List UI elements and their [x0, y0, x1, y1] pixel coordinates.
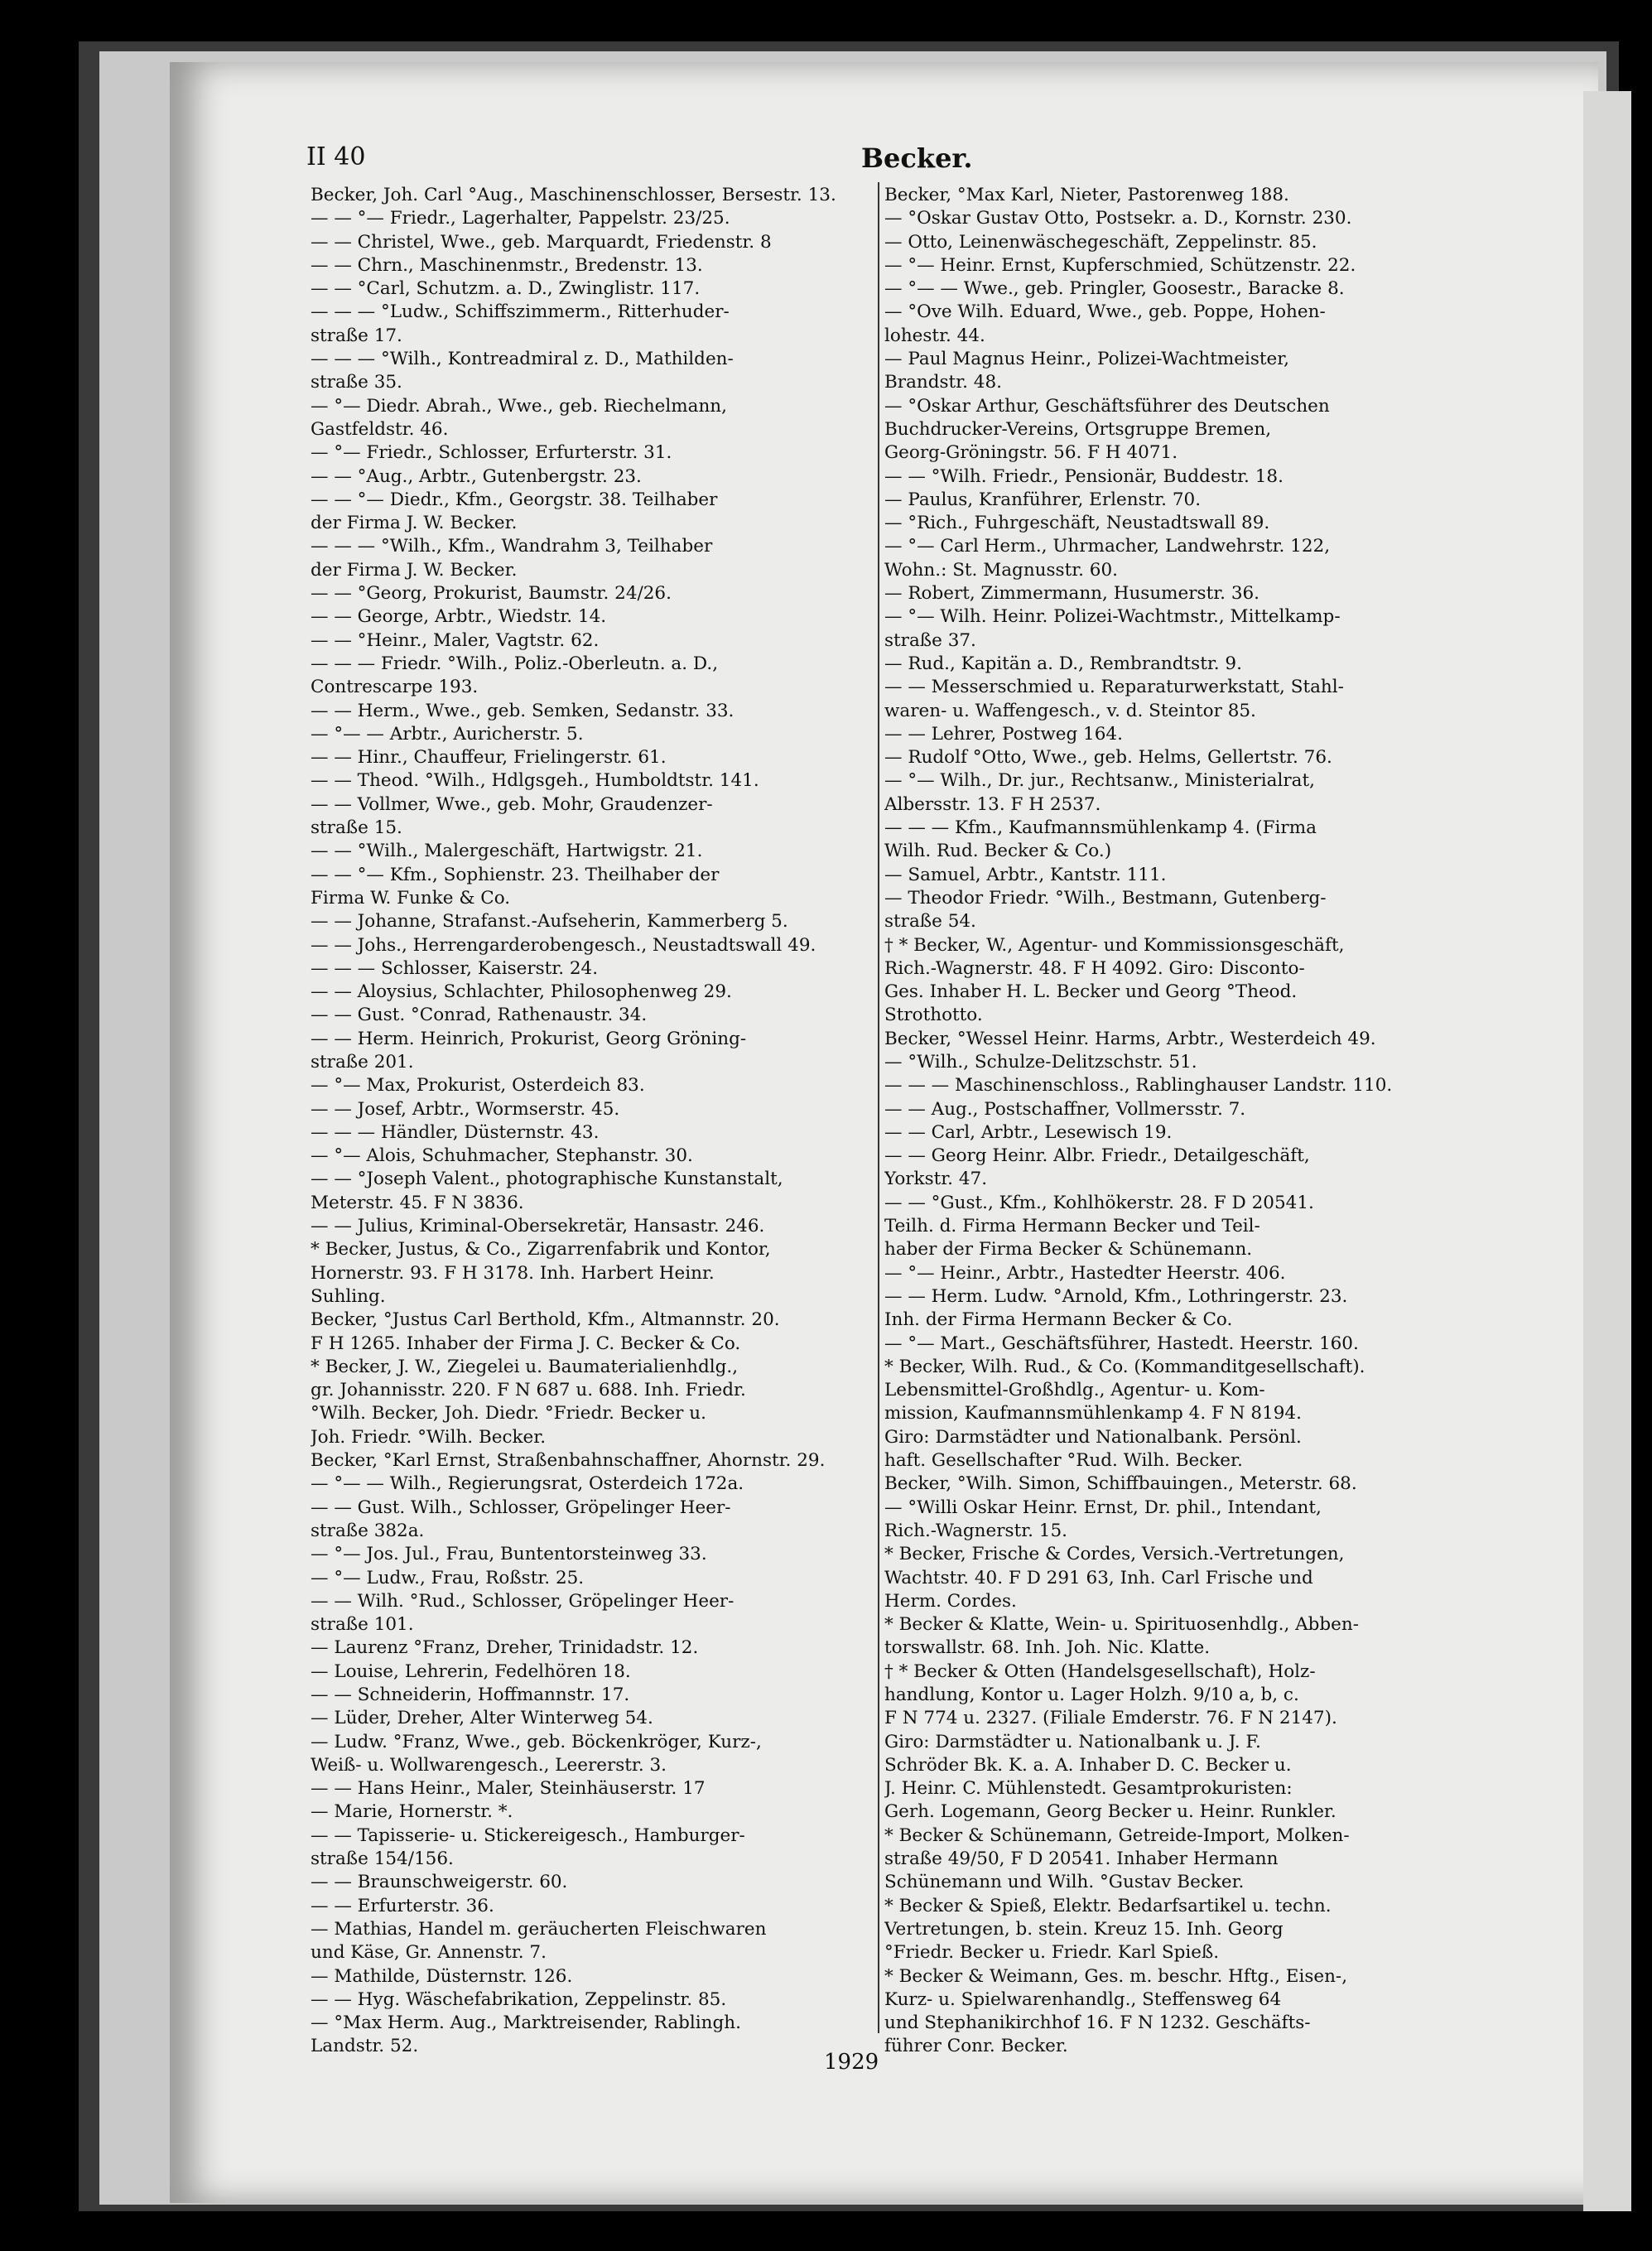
directory-line: — Laurenz °Franz, Dreher, Trinidadstr. 12.: [311, 1637, 699, 1659]
directory-line: und Käse, Gr. Annenstr. 7.: [311, 1942, 547, 1964]
directory-line: Gastfeldstr. 46.: [311, 418, 449, 440]
directory-line: — °— — Wwe., geb. Pringler, Goosestr., Baracke 8.: [884, 278, 1345, 300]
directory-line: der Firma J. W. Becker.: [311, 559, 518, 581]
directory-line: und Stephanikirchhof 16. F N 1232. Geschäfts-: [884, 2012, 1311, 2034]
directory-line: — °— Alois, Schuhmacher, Stephanstr. 30.: [311, 1145, 693, 1167]
directory-line: Suhling.: [311, 1285, 386, 1307]
directory-line: — °Ove Wilh. Eduard, Wwe., geb. Poppe, Hohen-: [884, 301, 1326, 323]
directory-line: — — Theod. °Wilh., Hdlgsgeh., Humboldtstr. 141.: [311, 770, 759, 792]
directory-line: — °— Friedr., Schlosser, Erfurterstr. 31.: [311, 442, 672, 464]
directory-line: Georg-Gröningstr. 56. F H 4071.: [884, 442, 1178, 464]
directory-line: — — Georg Heinr. Albr. Friedr., Detailgeschäft,: [884, 1145, 1310, 1167]
directory-line: * Becker & Schünemann, Getreide-Import, Molken-: [884, 1824, 1350, 1846]
directory-line: — Ludw. °Franz, Wwe., geb. Böckenkröger, Kurz-,: [311, 1731, 762, 1752]
left-column: [311, 184, 890, 2059]
right-column: [884, 184, 1472, 2059]
directory-line: * Becker, Frische & Cordes, Versich.-Vertretungen,: [884, 1544, 1345, 1565]
directory-line: Buchdrucker-Vereins, Ortsgruppe Bremen,: [884, 418, 1272, 440]
directory-line: — Rudolf °Otto, Wwe., geb. Helms, Gellertstr. 76.: [884, 747, 1332, 769]
directory-line: straße 17.: [311, 325, 402, 346]
directory-line: Joh. Friedr. °Wilh. Becker.: [311, 1426, 547, 1448]
directory-line: — — — °Wilh., Kfm., Wandrahm 3, Teilhaber: [311, 536, 713, 557]
directory-line: — — Herm. Ludw. °Arnold, Kfm., Lothringerstr. 23.: [884, 1285, 1348, 1307]
directory-line: — — Erfurterstr. 36.: [311, 1895, 494, 1916]
directory-line: Wohn.: St. Magnusstr. 60.: [884, 559, 1118, 581]
directory-line: — °Max Herm. Aug., Marktreisender, Rablingh.: [311, 2012, 741, 2034]
directory-line: — — Julius, Kriminal-Obersekretär, Hansastr. 246.: [311, 1216, 765, 1237]
directory-line: — Robert, Zimmermann, Husumerstr. 36.: [884, 583, 1260, 605]
directory-line: Brandstr. 48.: [884, 372, 1002, 393]
directory-line: Meterstr. 45. F N 3836.: [311, 1192, 524, 1213]
directory-line: * Becker, Justus, & Co., Zigarrenfabrik und Kontor,: [311, 1239, 771, 1260]
directory-line: — — Herm., Wwe., geb. Semken, Sedanstr. 33.: [311, 700, 734, 721]
directory-line: Vertretungen, b. stein. Kreuz 15. Inh. Georg: [884, 1918, 1284, 1940]
directory-line: — °Rich., Fuhrgeschäft, Neustadtswall 89.: [884, 513, 1270, 534]
directory-line: — — Johanne, Strafanst.-Aufseherin, Kammerberg 5.: [311, 911, 788, 933]
directory-line: — °Oskar Gustav Otto, Postsekr. a. D., Kornstr. 230.: [884, 208, 1352, 229]
directory-line: Rich.-Wagnerstr. 15.: [884, 1520, 1067, 1541]
directory-line: — — — Schlosser, Kaiserstr. 24.: [311, 957, 599, 979]
directory-line: Gerh. Logemann, Georg Becker u. Heinr. Runkler.: [884, 1801, 1337, 1823]
directory-line: — °— Jos. Jul., Frau, Buntentorsteinweg 33.: [311, 1544, 707, 1565]
directory-line: — Paul Magnus Heinr., Polizei-Wachtmeister,: [884, 349, 1289, 370]
directory-line: — — Gust. Wilh., Schlosser, Gröpelinger Heer-: [311, 1497, 731, 1518]
directory-line: — Mathias, Handel m. geräucherten Fleischwaren: [311, 1918, 767, 1940]
directory-line: — — Carl, Arbtr., Lesewisch 19.: [884, 1121, 1173, 1143]
directory-line: straße 15.: [311, 817, 402, 839]
directory-line: Becker, °Wilh. Simon, Schiffbauingen., Meterstr. 68.: [884, 1473, 1357, 1495]
directory-line: Landstr. 52.: [311, 2036, 419, 2057]
directory-line: J. Heinr. C. Mühlenstedt. Gesamtprokuristen:: [884, 1778, 1293, 1800]
next-page-edge: [1583, 91, 1631, 2211]
directory-line: Giro: Darmstädter u. Nationalbank u. J. F.: [884, 1731, 1261, 1752]
directory-line: — — °Wilh., Malergeschäft, Hartwigstr. 21.: [311, 841, 703, 862]
directory-line: Albersstr. 13. F H 2537.: [884, 793, 1101, 815]
directory-line: — °— Mart., Geschäftsführer, Hastedt. Heerstr. 160.: [884, 1333, 1359, 1354]
directory-line: * Becker & Spieß, Elektr. Bedarfsartikel u. techn.: [884, 1895, 1332, 1916]
directory-line: °Wilh. Becker, Joh. Diedr. °Friedr. Becker u.: [311, 1403, 706, 1424]
directory-line: — °Oskar Arthur, Geschäftsführer des Deutschen: [884, 395, 1330, 417]
directory-line: — — Vollmer, Wwe., geb. Mohr, Graudenzer-: [311, 793, 713, 815]
directory-line: — — George, Arbtr., Wiedstr. 14.: [311, 606, 607, 628]
directory-line: — — °— Diedr., Kfm., Georgstr. 38. Teilhaber: [311, 489, 718, 510]
directory-line: straße 54.: [884, 911, 976, 933]
directory-line: haft. Gesellschafter °Rud. Wilh. Becker.: [884, 1450, 1243, 1472]
directory-line: — — — Kfm., Kaufmannsmühlenkamp 4. (Firma: [884, 817, 1317, 839]
directory-line: * Becker, J. W., Ziegelei u. Baumaterialienhdlg.,: [311, 1356, 739, 1377]
directory-line: — °— Carl Herm., Uhrmacher, Landwehrstr. 122,: [884, 536, 1331, 557]
directory-line: straße 101.: [311, 1614, 414, 1636]
directory-line: — — Messerschmied u. Reparaturwerkstatt, Stahl-: [884, 677, 1344, 698]
directory-line: — °— Wilh. Heinr. Polizei-Wachtmstr., Mittelkamp-: [884, 606, 1341, 628]
directory-line: — °— — Arbtr., Auricherstr. 5.: [311, 723, 584, 745]
directory-line: † * Becker & Otten (Handelsgesellschaft), Holz-: [884, 1661, 1316, 1682]
directory-line: — — Tapisserie- u. Stickereigesch., Hamburger-: [311, 1824, 745, 1846]
directory-line: — — °— Kfm., Sophienstr. 23. Theilhaber der: [311, 864, 720, 885]
directory-line: — °— Heinr., Arbtr., Hastedter Heerstr. 406.: [884, 1262, 1286, 1284]
directory-line: — Otto, Leinenwäschegeschäft, Zeppelinstr. 85.: [884, 231, 1317, 253]
directory-line: Wilh. Rud. Becker & Co.): [884, 841, 1112, 862]
directory-line: Becker, °Max Karl, Nieter, Pastorenweg 188.: [884, 185, 1289, 205]
directory-line: — °— Ludw., Frau, Roßstr. 25.: [311, 1567, 585, 1588]
directory-line: — — °Joseph Valent., photographische Kunstanstalt,: [311, 1169, 783, 1190]
directory-line: — — — Maschinenschloss., Rablinghauser Landstr. 110.: [884, 1075, 1393, 1097]
directory-line: — — °Aug., Arbtr., Gutenbergstr. 23.: [311, 465, 642, 487]
directory-line: — — °Georg, Prokurist, Baumstr. 24/26.: [311, 583, 672, 605]
directory-line: straße 49/50, F D 20541. Inhaber Hermann: [884, 1849, 1279, 1870]
directory-line: der Firma J. W. Becker.: [311, 513, 518, 534]
directory-line: Becker, °Justus Carl Berthold, Kfm., Altmannstr. 20.: [311, 1309, 780, 1331]
directory-line: Kurz- u. Spielwarenhandlg., Steffensweg 64: [884, 1988, 1282, 2010]
directory-line: führer Conr. Becker.: [884, 2036, 1068, 2057]
directory-line: Becker, °Wessel Heinr. Harms, Arbtr., Westerdeich 49.: [884, 1028, 1376, 1049]
directory-line: Teilh. d. Firma Hermann Becker und Teil-: [884, 1216, 1260, 1237]
directory-line: — Mathilde, Düsternstr. 126.: [311, 1965, 573, 1987]
directory-line: — — Josef, Arbtr., Wormserstr. 45.: [311, 1098, 620, 1120]
directory-line: °Friedr. Becker u. Friedr. Karl Spieß.: [884, 1942, 1220, 1964]
directory-line: — — Wilh. °Rud., Schlosser, Gröpelinger Heer-: [311, 1590, 734, 1612]
directory-line: — — Aloysius, Schlachter, Philosophenweg 29.: [311, 981, 732, 1003]
directory-line: — — Hans Heinr., Maler, Steinhäuserstr. 17: [311, 1778, 706, 1800]
directory-line: straße 154/156.: [311, 1849, 454, 1870]
directory-line: F N 774 u. 2327. (Filiale Emderstr. 76. F N 2147).: [884, 1708, 1337, 1729]
directory-line: straße 201.: [311, 1051, 414, 1072]
directory-line: † * Becker, W., Agentur- und Kommissionsgeschäft,: [884, 934, 1345, 956]
directory-line: handlung, Kontor u. Lager Holzh. 9/10 a, b, c.: [884, 1685, 1299, 1705]
directory-line: — — Lehrer, Postweg 164.: [884, 723, 1123, 745]
directory-line: Strothotto.: [884, 1005, 983, 1026]
directory-line: — °— Max, Prokurist, Osterdeich 83.: [311, 1075, 645, 1097]
directory-line: — — Hyg. Wäschefabrikation, Zeppelinstr. 85.: [311, 1988, 727, 2010]
directory-line: — °Willi Oskar Heinr. Ernst, Dr. phil., Intendant,: [884, 1497, 1322, 1518]
directory-line: — °— Wilh., Dr. jur., Rechtsanw., Ministerialrat,: [884, 770, 1315, 792]
directory-line: Inh. der Firma Hermann Becker & Co.: [884, 1309, 1233, 1331]
directory-line: Schünemann und Wilh. °Gustav Becker.: [884, 1872, 1245, 1893]
directory-line: * Becker, Wilh. Rud., & Co. (Kommanditgesellschaft).: [884, 1356, 1365, 1377]
directory-line: mission, Kaufmannsmühlenkamp 4. F N 8194.: [884, 1403, 1302, 1424]
directory-line: — Theodor Friedr. °Wilh., Bestmann, Gutenberg-: [884, 887, 1327, 909]
directory-line: — — — °Wilh., Kontreadmiral z. D., Mathilden-: [311, 349, 734, 370]
directory-line: Becker, Joh. Carl °Aug., Maschinenschlosser, Bersestr. 13.: [311, 185, 836, 205]
directory-line: torswallstr. 68. Inh. Joh. Nic. Klatte.: [884, 1637, 1211, 1659]
directory-line: — — Schneiderin, Hoffmannstr. 17.: [311, 1685, 630, 1705]
directory-line: — Louise, Lehrerin, Fedelhören 18.: [311, 1661, 631, 1682]
directory-line: Weiß- u. Wollwarengesch., Leererstr. 3.: [311, 1754, 667, 1776]
directory-line: straße 37.: [884, 629, 976, 651]
directory-line: — — — Friedr. °Wilh., Poliz.-Oberleutn. a. D.,: [311, 653, 719, 674]
directory-line: — °— Heinr. Ernst, Kupferschmied, Schützenstr. 22.: [884, 254, 1356, 276]
directory-line: waren- u. Waffengesch., v. d. Steintor 85.: [884, 700, 1256, 721]
directory-line: Yorkstr. 47.: [884, 1169, 988, 1190]
directory-line: — Rud., Kapitän a. D., Rembrandtstr. 9.: [884, 653, 1242, 674]
directory-line: — — °Heinr., Maler, Vagtstr. 62.: [311, 629, 600, 651]
directory-line: — — °Wilh. Friedr., Pensionär, Buddestr. 18.: [884, 465, 1284, 487]
directory-line: Giro: Darmstädter und Nationalbank. Persönl.: [884, 1426, 1302, 1448]
directory-line: Firma W. Funke & Co.: [311, 887, 511, 909]
directory-line: Rich.-Wagnerstr. 48. F H 4092. Giro: Disconto-: [884, 957, 1305, 979]
page-header: [306, 142, 1532, 176]
directory-line: Ges. Inhaber H. L. Becker und Georg °Theod.: [884, 981, 1298, 1003]
directory-line: Lebensmittel-Großhdlg., Agentur- u. Kom-: [884, 1380, 1265, 1401]
directory-line: Wachtstr. 40. F D 291 63, Inh. Carl Frische und: [884, 1567, 1313, 1588]
directory-line: — — Herm. Heinrich, Prokurist, Georg Gröning-: [311, 1028, 747, 1049]
directory-line: lohestr. 44.: [884, 325, 985, 346]
directory-line: — — Chrn., Maschinenmstr., Bredenstr. 13.: [311, 254, 703, 276]
directory-line: — °— Diedr. Abrah., Wwe., geb. Riechelmann,: [311, 395, 727, 417]
directory-line: — Marie, Hornerstr. *.: [311, 1801, 513, 1823]
directory-line: — — — °Ludw., Schiffszimmerm., Ritterhuder-: [311, 301, 730, 323]
directory-line: — Paulus, Kranführer, Erlenstr. 70.: [884, 489, 1202, 510]
directory-line: — — — Händler, Düsternstr. 43.: [311, 1121, 600, 1143]
directory-line: — — Gust. °Conrad, Rathenaustr. 34.: [311, 1005, 648, 1026]
directory-line: — °— — Wilh., Regierungsrat, Osterdeich 172a.: [311, 1473, 744, 1495]
directory-line: straße 35.: [311, 372, 402, 393]
directory-line: straße 382a.: [311, 1520, 425, 1541]
directory-line: F H 1265. Inhaber der Firma J. C. Becker & Co.: [311, 1333, 741, 1354]
directory-line: — °Wilh., Schulze-Delitzschstr. 51.: [884, 1051, 1197, 1072]
page-marker: II 40: [306, 142, 366, 171]
directory-line: Becker, °Karl Ernst, Straßenbahnschaffner, Ahornstr. 29.: [311, 1450, 826, 1472]
directory-line: — — Aug., Postschaffner, Vollmersstr. 7.: [884, 1098, 1246, 1120]
page-heading: Becker.: [861, 142, 973, 174]
directory-line: — Samuel, Arbtr., Kantstr. 111.: [884, 864, 1167, 885]
directory-line: — — °Carl, Schutzm. a. D., Zwinglistr. 117.: [311, 278, 701, 300]
directory-line: — — Christel, Wwe., geb. Marquardt, Friedenstr. 8: [311, 231, 772, 253]
directory-line: * Becker & Klatte, Wein- u. Spirituosenhdlg., Abben-: [884, 1614, 1360, 1636]
directory-line: haber der Firma Becker & Schünemann.: [884, 1239, 1253, 1260]
directory-line: gr. Johannisstr. 220. F N 687 u. 688. Inh. Friedr.: [311, 1380, 746, 1401]
column-divider: [878, 182, 879, 2033]
directory-line: Herm. Cordes.: [884, 1590, 1017, 1612]
directory-line: — — Hinr., Chauffeur, Frielingerstr. 61.: [311, 747, 667, 769]
directory-line: — — °— Friedr., Lagerhalter, Pappelstr. 23/25.: [311, 208, 730, 229]
directory-line: Contrescarpe 193.: [311, 677, 479, 698]
page-footer: 1929: [824, 2050, 879, 2075]
directory-line: — — °Gust., Kfm., Kohlhökerstr. 28. F D 20541.: [884, 1192, 1314, 1213]
directory-line: — — Braunschweigerstr. 60.: [311, 1872, 568, 1893]
directory-line: — Lüder, Dreher, Alter Winterweg 54.: [311, 1708, 653, 1729]
directory-line: * Becker & Weimann, Ges. m. beschr. Hftg., Eisen-,: [884, 1965, 1348, 1987]
directory-line: Hornerstr. 93. F H 3178. Inh. Harbert Heinr.: [311, 1262, 715, 1284]
directory-line: — — Johs., Herrengarderobengesch., Neustadtswall 49.: [311, 934, 816, 956]
directory-line: Schröder Bk. K. a. A. Inhaber D. C. Becker u.: [884, 1754, 1292, 1776]
